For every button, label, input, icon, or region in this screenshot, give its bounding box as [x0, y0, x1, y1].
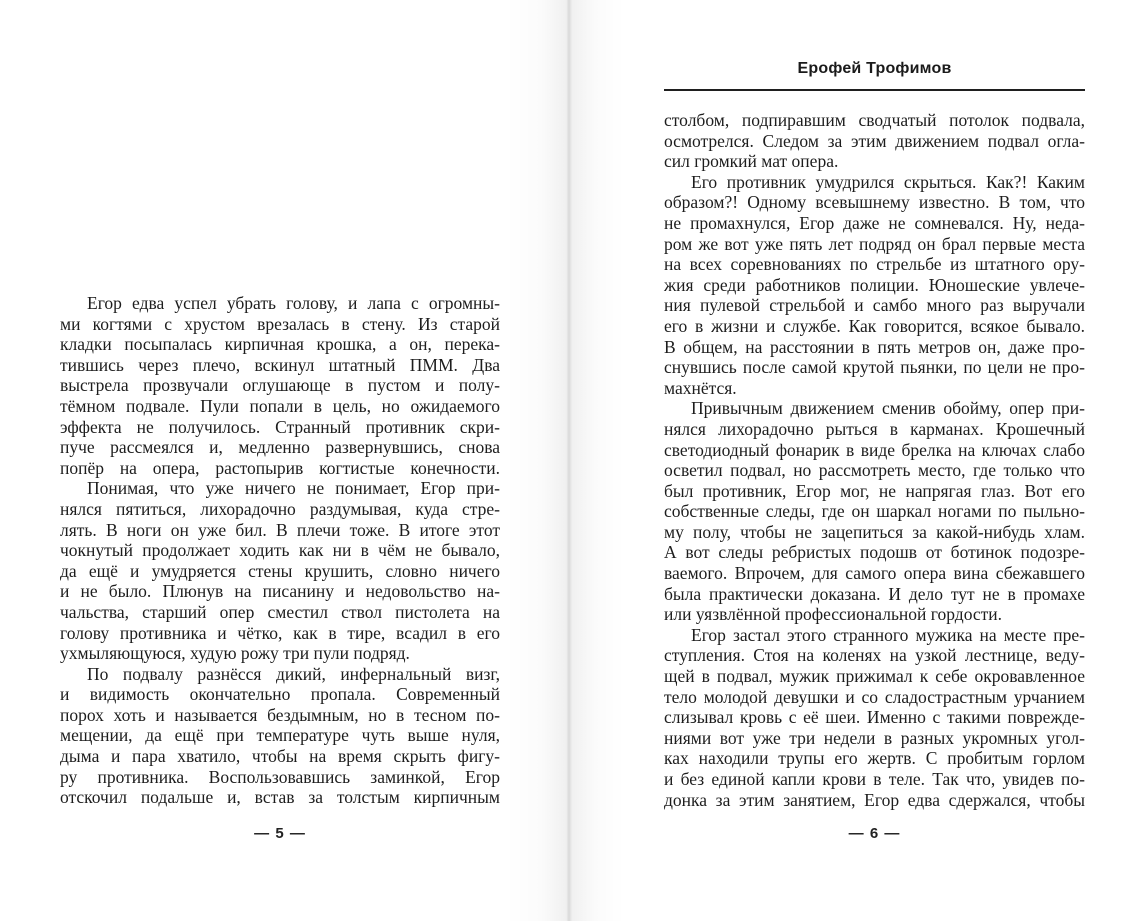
text-line: лять. В ноги он уже бил. В плечи тоже. В итоге этот [60, 519, 500, 540]
text-line: и не было. Плюнув на писанину и недовольство на- [60, 581, 500, 602]
text-line: его в жизни и службе. Как говорится, всякое бывало. [664, 315, 1085, 336]
text-line: Его противник умудрился скрыться. Как?! Каким [691, 171, 1085, 192]
text-line: Привычным движением сменив обойму, опер при- [691, 398, 1085, 419]
text-line: не промахнулся, Егор даже не сомневался. Ну, неда- [664, 212, 1085, 233]
text-line: ваемого. Впрочем, для самого опера вина сбежавшего [664, 563, 1085, 584]
paragraph [664, 398, 1085, 625]
text-line: му полу, чтобы не зацепиться за какой-нибудь хлам. [664, 521, 1085, 542]
text-line: осветил подвал, но рассмотреть место, где только что [664, 460, 1085, 481]
paragraph [664, 172, 1085, 399]
text-line: А вот следы ребристых подошв от ботинок подозре- [664, 542, 1085, 563]
text-line: тёмном подвале. Пули попали в цель, но ожидаемого [60, 395, 500, 416]
page-number-left: — 5 — [254, 825, 306, 842]
text-line: ру противника. Воспользовавшись заминкой, Егор [60, 766, 500, 787]
text-line: пуче рассмеялся и, медленно развернувшись, снова [60, 437, 500, 458]
text-line: ми когтями с хрустом врезалась в стену. Из старой [60, 313, 500, 334]
text-line: осмотрелся. Следом за этим движением подвал огла- [664, 130, 1085, 151]
text-line: ках находили трупы его жертв. С пробитым горлом [664, 748, 1085, 769]
paragraph [60, 664, 500, 808]
text-line: отскочил подальше и, встав за толстым кирпичным [60, 787, 500, 808]
paragraph [664, 110, 1085, 172]
page-number-right: — 6 — [848, 825, 901, 842]
text-line: эффекта не получилось. Странный противник скри- [60, 416, 500, 437]
text-line: Егор едва успел убрать голову, и лапа с огромны- [87, 293, 500, 313]
text-line: жия среди работников полиции. Юношеские увлече- [664, 274, 1085, 295]
paragraph [60, 293, 500, 478]
text-line: был противник, Егор мог, не напрягая глаз. Вот его [664, 480, 1085, 501]
text-line: кладки посыпалась кирпичная крошка, а он, перека- [60, 334, 500, 355]
text-line: тело молодой девушки и со сладострастным урчанием [664, 686, 1085, 707]
text-line: была практически доказана. И дело тут не в промахе [664, 583, 1085, 604]
running-header-author: Ерофей Трофимов [797, 60, 952, 77]
text-line: выстрела прозвучали оглушающе в пустом и полу- [60, 375, 500, 396]
text-line: собственные следы, где он шаркал ногами по пыльно- [664, 501, 1085, 522]
text-line: тившись через плечо, вскинул штатный ПММ. Два [60, 354, 500, 375]
text-line: нялся пятиться, лихорадочно раздумывая, куда стре- [60, 498, 500, 519]
text-line: и без единой капли крови в теле. Так что, увидев по- [664, 769, 1085, 789]
text-line: щей в подвал, мужик прижимал к себе окровавленное [664, 666, 1085, 687]
text-line: столбом, подпиравшим сводчатый потолок подвала, [664, 110, 1085, 130]
header-rule [664, 89, 1085, 91]
text-line: светодиодный фонарик в виде брелка на ключах слабо [664, 439, 1085, 460]
page-left-body [60, 293, 500, 808]
text-line: мещении, да ещё при температуре чуть выше нуля, [60, 725, 500, 746]
text-line: В общем, на расстоянии в пять метров он, даже про- [664, 336, 1085, 357]
text-line: ступления. Стоя на коленях на узкой лестнице, веду- [664, 645, 1085, 666]
text-line: дыма и пара хватило, чтобы на время скрыть фигу- [60, 746, 500, 767]
text-line: на всех соревнованиях по стрельбе из штатного ору- [664, 254, 1085, 275]
text-line: чокнутый продолжает ходить как ни в чём не бывало, [60, 540, 500, 561]
paragraph [60, 478, 500, 663]
text-line: ниями вот уже три недели в разных укромных угол- [664, 727, 1085, 748]
text-line: донка за этим занятием, Егор едва сдержался, чтобы [664, 789, 1085, 810]
text-line: попёр на опера, растопырив когтистые конечности. [60, 457, 500, 478]
text-line: и видимость окончательно пропала. Современный [60, 684, 500, 705]
text-line: нялся лихорадочно рыться в карманах. Крошечный [664, 418, 1085, 439]
text-line: По подвалу разнёсся дикий, инфернальный визг, [87, 663, 500, 684]
text-line: сил громкий мат опера. [664, 151, 839, 172]
text-line: или уязвлённой профессиональной гордости. [664, 604, 1003, 625]
text-line: образом?! Одному всевышнему известно. В том, что [664, 192, 1085, 213]
text-line: махнётся. [664, 377, 737, 398]
text-line: голову противника и чётко, как в тире, всадил в его [60, 622, 500, 643]
text-line: слизывал кровь с её шеи. Именно с такими поврежде- [664, 707, 1085, 728]
book-spine-gutter [505, 0, 625, 921]
text-line: порох хоть и называется бездымным, но в тесном по- [60, 704, 500, 725]
text-line: ния пулевой стрельбой и самбо много раз выручали [664, 295, 1085, 316]
paragraph [664, 625, 1085, 810]
text-line: ухмыляющуюся, худую рожу три пули подряд. [60, 643, 410, 664]
text-line: ром же вот уже пять лет подряд он брал первые места [664, 233, 1085, 254]
text-line: Понимая, что уже ничего не понимает, Егор при- [87, 478, 500, 499]
text-line: снувшись после самой крутой пьянки, по цели не про- [664, 357, 1085, 378]
text-line: чальства, старший опер сместил ствол пистолета на [60, 601, 500, 622]
page-right-body [664, 110, 1085, 810]
text-line: да ещё и умудряется стены крушить, словно ничего [60, 560, 500, 581]
text-line: Егор застал этого странного мужика на месте пре- [691, 624, 1085, 645]
